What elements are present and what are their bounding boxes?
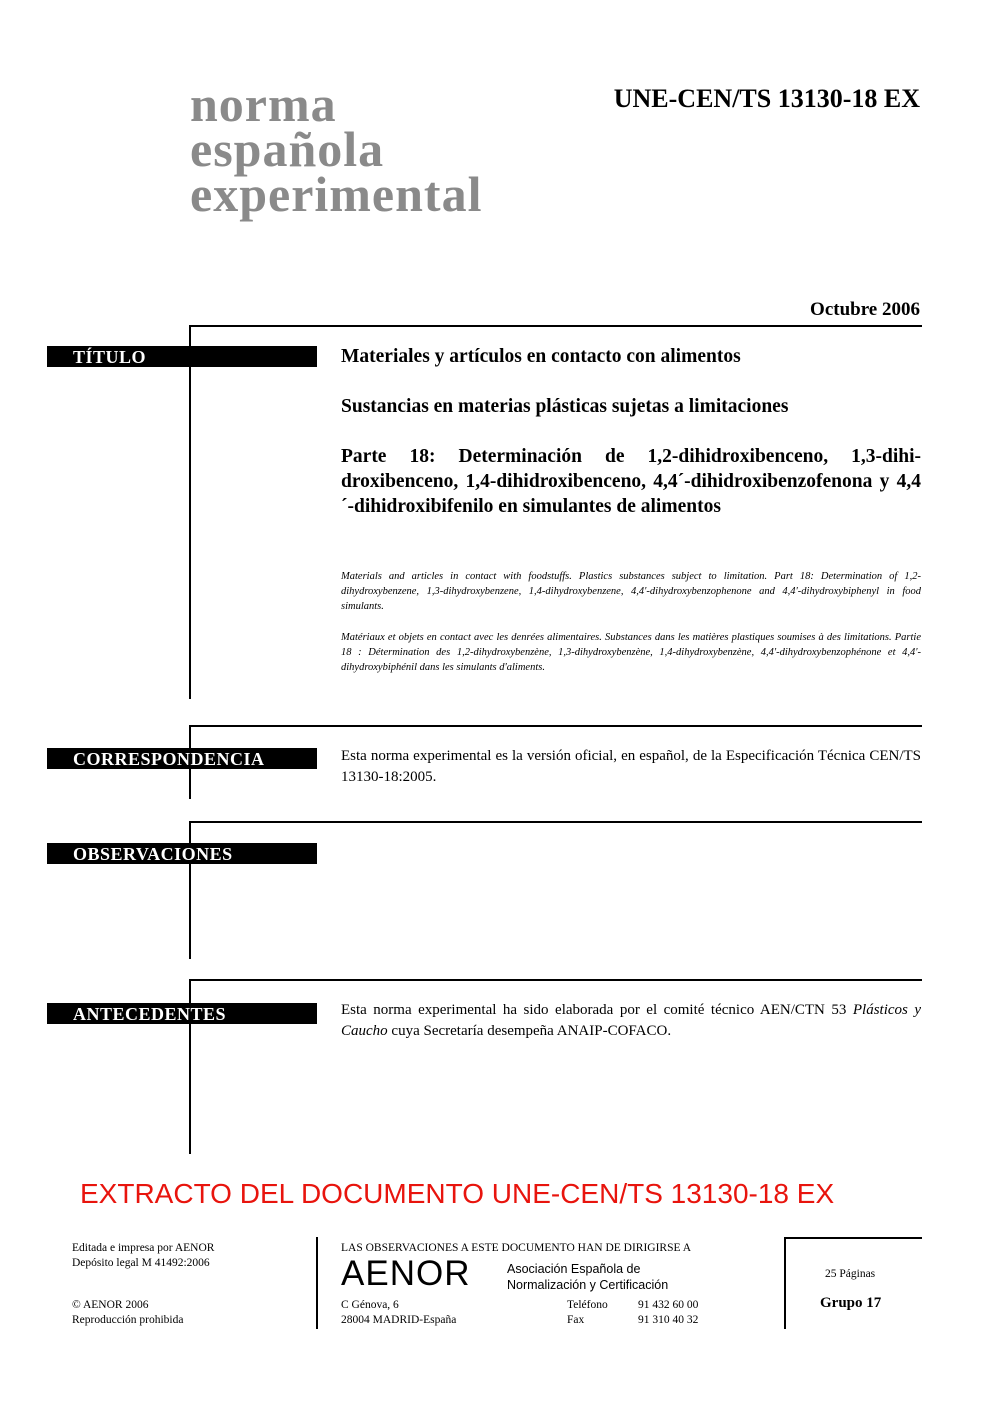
footer-street: C Génova, 6	[341, 1299, 399, 1311]
brand-title	[190, 76, 483, 222]
correspondencia-text: Esta norma experimental es la versión oficial, en español, de la Especificación Técnica CEN/TS 13130-18:2005.	[341, 748, 921, 785]
footer-tel: 91 432 60 00	[638, 1299, 699, 1311]
extract-notice: EXTRACTO DEL DOCUMENTO UNE-CEN/TS 13130-18 EX	[80, 1178, 835, 1209]
section-label-titulo: TÍTULO	[47, 346, 317, 367]
footer-box-left	[784, 1237, 786, 1329]
footer-copyright: © AENOR 2006	[72, 1299, 149, 1311]
footer-fax: 91 310 40 32	[638, 1314, 699, 1326]
title-line-3: Parte 18: Determinación de 1,2-dihidroxibenceno, 1,3-dihi-droxibenceno, 1,4-dihidroxibenceno, 4,4´-dihidroxibenzofenona y 4,4´-dihidroxibifenilo en simulantes de alimentos	[341, 446, 921, 517]
price-group: Grupo 17	[820, 1295, 882, 1311]
section-label-observaciones: OBSERVACIONES	[47, 843, 317, 864]
footer-tel-label: Teléfono	[567, 1299, 608, 1311]
footer-divider-left	[316, 1237, 318, 1329]
footer-fax-label: Fax	[567, 1314, 585, 1326]
document-date: Octubre 2006	[810, 299, 920, 320]
section-label-correspondencia: CORRESPONDENCIA	[47, 748, 317, 769]
antecedentes-text	[341, 1000, 921, 1042]
section-vline-observaciones	[189, 821, 191, 959]
title-line-2: Sustancias en materias plásticas sujetas a limitaciones	[341, 396, 789, 417]
translation-french: Matériaux et objets en contact avec les denrées alimentaires. Substances dans les matières plastiques soumises à des limitations. Partie 18 : Détermination des 1,2-dihydroxybenzène, 1,3-dihydroxybenzène, 1,4-dihydroxybenzène, 4,4'-dihydroxybenzophénone et 4,4'-dihydroxybiphénil dans les simulants d'aliments.	[341, 632, 921, 673]
page-count: 25 Páginas	[825, 1268, 876, 1280]
section-divider-correspondencia	[189, 725, 922, 727]
footer-edited: Editada e impresa por AENOR	[72, 1242, 215, 1254]
antecedentes-text-part1: Esta norma experimental ha sido elaborada por el comité técnico AEN/CTN 53	[341, 1002, 853, 1018]
footer-observations: LAS OBSERVACIONES A ESTE DOCUMENTO HAN DE DIRIGIRSE A	[341, 1242, 692, 1254]
footer-city: 28004 MADRID-España	[341, 1314, 457, 1326]
antecedentes-text-part2: cuya Secretaría desempeña ANAIP-COFACO.	[387, 1023, 672, 1039]
section-divider-antecedentes	[189, 979, 922, 981]
brand-line-norma: norma	[190, 76, 337, 132]
section-divider-observaciones	[189, 821, 922, 823]
footer-reproduction: Reproducción prohibida	[72, 1314, 184, 1326]
translation-english: Materials and articles in contact with foodstuffs. Plastics substances subject to limitation. Part 18: Determination of 1,2-dihydroxybenzene, 1,3-dihydroxybenzene, 1,4-dihydroxybenzene, 4,4'-dihydroxybenzophenone and 4,4'-dihydroxybiphenyl in food simulants.	[341, 571, 921, 612]
footer-box-top	[784, 1237, 922, 1239]
footer-deposit: Depósito legal M 41492:2006	[72, 1257, 210, 1269]
brand-line-experimental: experimental	[190, 166, 483, 222]
brand-line-espanola: española	[190, 121, 385, 177]
aenor-association	[507, 1261, 668, 1293]
section-divider-titulo	[189, 325, 922, 327]
section-vline-titulo	[189, 325, 191, 699]
aenor-logo: AENOR	[341, 1254, 471, 1293]
title-line-1: Materiales y artículos en contacto con alimentos	[341, 346, 741, 367]
committee-name: Plásticos y Caucho	[341, 1002, 922, 1039]
aenor-association-line2: Normalización y Certificación	[507, 1278, 669, 1292]
aenor-association-line1: Asociación Española de	[507, 1262, 641, 1276]
section-label-antecedentes: ANTECEDENTES	[47, 1003, 317, 1024]
document-code: UNE-CEN/TS 13130-18 EX	[613, 84, 920, 113]
